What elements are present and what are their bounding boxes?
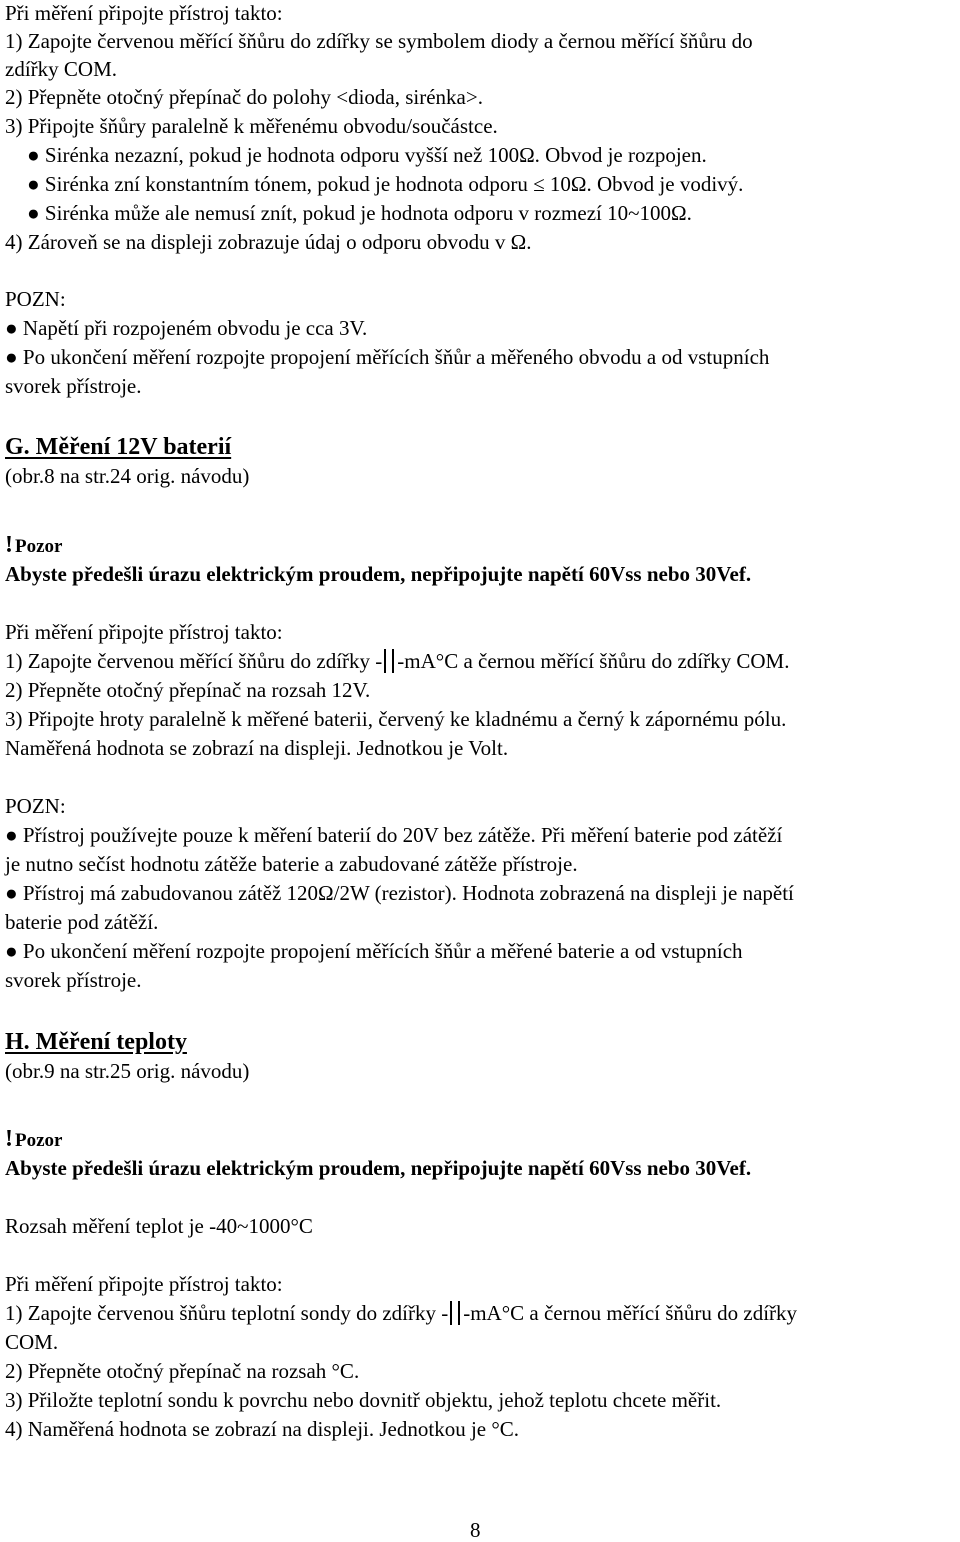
page-number: 8	[470, 1518, 481, 1542]
input-socket-icon	[384, 649, 394, 673]
section-g-step-2: 2) Přepněte otočný přepínač na rozsah 12V.	[5, 678, 371, 702]
step-1: 1) Zapojte červenou měřící šňůru do zdířky se symbolem diody a černou měřící šňůru do	[5, 29, 753, 53]
step-1-end: -mA°C a černou měřící šňůru do zdířky	[463, 1301, 798, 1325]
note-label: POZN:	[5, 287, 66, 311]
step-2: 2) Přepněte otočný přepínač do polohy <dioda, sirénka>.	[5, 85, 483, 109]
section-g-step-3: 3) Připojte hroty paralelně k měřené baterii, červený ke kladnému a černý k zápornému pólu.	[5, 707, 787, 731]
exclamation-icon: !	[5, 532, 13, 558]
note-2-continued: svorek přístroje.	[5, 374, 142, 398]
bullet-siren-maybe: ● Sirénka může ale nemusí znít, pokud je hodnota odporu v rozmezí 10~100Ω.	[27, 201, 692, 225]
step-4: 4) Zároveň se na displeji zobrazuje údaj o odporu obvodu v Ω.	[5, 230, 532, 254]
section-h-range: Rozsah měření teplot je -40~1000°C	[5, 1214, 313, 1238]
section-g-warning: Abyste předešli úrazu elektrickým proudem, nepřipojujte napětí 60Vss nebo 30Vef.	[5, 562, 752, 586]
section-h-connect-intro: Při měření připojte přístroj takto:	[5, 1272, 283, 1296]
note-1: ● Napětí při rozpojeném obvodu je cca 3V.	[5, 316, 368, 340]
bullet-siren-on: ● Sirénka zní konstantním tónem, pokud je hodnota odporu ≤ 10Ω. Obvod je vodivý.	[27, 172, 744, 196]
section-h-step-4: 4) Naměřená hodnota se zobrazí na displeji. Jednotkou je °C.	[5, 1417, 519, 1441]
section-g-note-3: ● Po ukončení měření rozpojte propojení měřících šňůr a měřené baterie a od vstupních	[5, 939, 743, 963]
section-g-note-1-continued: je nutno sečíst hodnotu zátěže baterie a zabudované zátěže přístroje.	[5, 852, 578, 876]
input-socket-icon	[450, 1301, 460, 1325]
section-h-caution	[5, 1125, 62, 1154]
exclamation-icon: !	[5, 1126, 13, 1152]
step-1-start: 1) Zapojte červenou měřící šňůru do zdířky -	[5, 649, 383, 673]
section-h-step-1	[5, 1299, 797, 1328]
section-h-step-3: 3) Přiložte teplotní sondu k povrchu nebo dovnitř objektu, jehož teplotu chcete měřit.	[5, 1388, 722, 1412]
note-2: ● Po ukončení měření rozpojte propojení měřících šňůr a měřeného obvodu a od vstupních	[5, 345, 770, 369]
section-g-note-2-continued: baterie pod zátěží.	[5, 910, 159, 934]
section-g-connect-intro: Při měření připojte přístroj takto:	[5, 620, 283, 644]
caution-label: Pozor	[15, 1130, 63, 1151]
section-g-step-1	[5, 647, 789, 676]
section-h-heading: H. Měření teploty	[5, 1029, 187, 1055]
section-h-reference: (obr.9 na str.25 orig. návodu)	[5, 1059, 250, 1083]
section-g-note-1: ● Přístroj používejte pouze k měření baterií do 20V bez zátěže. Při měření baterie pod zátěží	[5, 823, 783, 847]
section-g-caution	[5, 531, 62, 560]
section-h-step-2: 2) Přepněte otočný přepínač na rozsah °C.	[5, 1359, 360, 1383]
step-1-end: -mA°C a černou měřící šňůru do zdířky COM.	[397, 649, 790, 673]
section-g-note-3-continued: svorek přístroje.	[5, 968, 142, 992]
step-1-continued: zdířky COM.	[5, 57, 117, 81]
caution-label: Pozor	[15, 536, 63, 557]
section-g-reference: (obr.8 na str.24 orig. návodu)	[5, 464, 250, 488]
step-1-start: 1) Zapojte červenou šňůru teplotní sondy do zdířky -	[5, 1301, 449, 1325]
connect-intro: Při měření připojte přístroj takto:	[5, 1, 283, 25]
bullet-siren-off: ● Sirénka nezazní, pokud je hodnota odporu vyšší než 100Ω. Obvod je rozpojen.	[27, 143, 707, 167]
section-g-step-3-continued: Naměřená hodnota se zobrazí na displeji. Jednotkou je Volt.	[5, 736, 509, 760]
section-g-note-label: POZN:	[5, 794, 66, 818]
step-3: 3) Připojte šňůry paralelně k měřenému obvodu/součástce.	[5, 114, 498, 138]
section-g-note-2: ● Přístroj má zabudovanou zátěž 120Ω/2W (rezistor). Hodnota zobrazená na displeji je napětí	[5, 881, 794, 905]
section-h-step-1-continued: COM.	[5, 1330, 59, 1354]
section-g-heading: G. Měření 12V baterií	[5, 434, 232, 460]
section-h-warning: Abyste předešli úrazu elektrickým proudem, nepřipojujte napětí 60Vss nebo 30Vef.	[5, 1156, 752, 1180]
